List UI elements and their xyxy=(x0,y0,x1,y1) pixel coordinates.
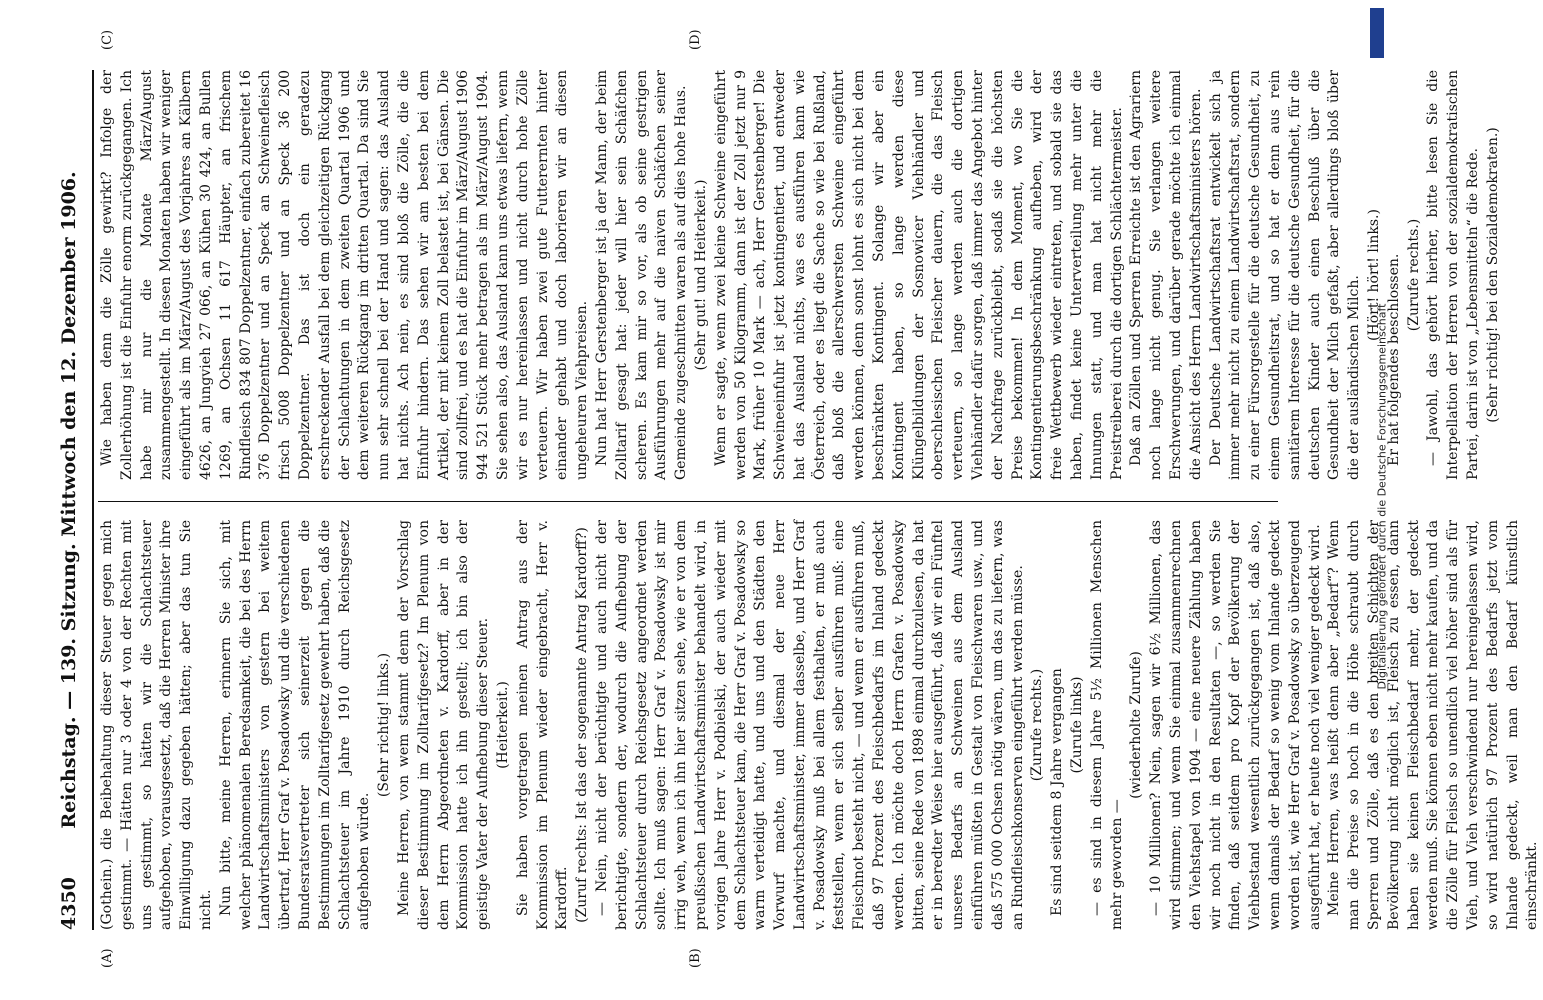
left-column xyxy=(98,520,1541,930)
interjection: (wiederholte Zurufe) xyxy=(1128,651,1145,799)
paragraph: — Jawohl, das gehört hierher, bitte lesen Sie die Interpellation der Herren von der sozialdemokratischen Partei, darin ist von „Lebensmitteln“ die Rede. xyxy=(1425,70,1481,480)
interjection: (Hört! hört! links.) xyxy=(1366,209,1382,341)
paragraph: Es sind seitdem 8 Jahre vergangen xyxy=(1049,668,1066,916)
page-header xyxy=(58,70,90,930)
paragraph: Meine Herren, von wem stammt denn der Vorschlag dieser Bestimmung im Zolltarifgesetz? Im Plenum von dem Herrn Abgeordneten v. Kardorff, aber in der Kommission hatte ich ihn gestellt; ich bin also der geistige Vater der Aufhebung dieser Steuer. xyxy=(395,520,492,930)
credit-text: Digitalisierung gefördert durch die Deutsche Forschungsgemeinschaft xyxy=(1375,303,1389,690)
margin-marker-c: (C) xyxy=(100,29,115,50)
paragraph: — 10 Millionen? Nein, sagen wir 6½ Millionen, das wird stimmen; und wenn Sie einmal zusammenrechnen den Viehstapel von 1904 — eine neuere Zählung haben wir noch nicht in den Resultaten —, so werden Sie finden, daß seitdem pro Kopf der Bevölkerung der Viehbestand wesentlich zurückgegangen ist, daß also, wenn damals der Bedarf so wenig vom Inlande gedeckt worden ist, wie Herr Graf v. Posadowsky so überzeugend ausgeführt hat, er heute noch viel weniger gedeckt wird. xyxy=(1148,520,1323,930)
dfg-logo xyxy=(1370,8,1384,58)
column-separator xyxy=(98,501,1278,502)
paragraph: (Gothein.) die Beibehaltung dieser Steuer gegen mich gestimmt. — Hätten nur 3 oder 4 von der Rechten mit uns gestimmt, so hätten wir die Schlachtsteuer aufgehoben, vorausgesetzt, daß die Herren Minister ihre Einwilligung dazu gegeben hätten; aber das tun Sie nicht. xyxy=(99,520,214,930)
interjection: (Zurufe links) xyxy=(1069,676,1086,774)
margin-marker-d: (D) xyxy=(688,29,703,50)
paragraph: — es sind in diesem Jahre 5½ Millionen Menschen mehr geworden — xyxy=(1088,520,1125,930)
paragraph: — Nein, nicht der berüchtigte und auch nicht der berichtigte, sondern der, wodurch die Aufhebung der Schlachtsteuer durch Reichsgesetz angeordnet werden sollte. Ich muß sagen: Herr Graf v. Posadowsky ist mir irrig weh, wenn ich ihn hier sitzen sehe, wie er von dem preußischen Landwirtschaftsminister behandelt wird, in vorigen Jahre Herr v. Podbielski, der auch wieder mit dem Schlachtsteuer kam, die Herr Graf v. Posadowsky so warm verteidigt hatte, und uns und den Städten den Vorwurf machte, und diesmal der neue Herr Landwirtschaftsminister, immer dasselbe, und Herr Graf v. Posadowsky muß bei allem festhalten, er muß auch feststellen, wenn er sich selber ausführen muß: eine Fleischnot besteht nicht, — und wenn er ausführen muß, daß 97 Prozent des Fleischbedarfs im Inland gedeckt werden. Ich möchte doch Herrn Grafen v. Posadowsky bitten, seine Rede von 1898 einmal durchzulesen, da hat er in beredter Weise hier ausgeführt, daß wir ein Fünftel unseres Bedarfs an Schweinen aus dem Ausland einführen müßten in Gestalt von Fleischwaren usw., und daß 575 000 Ochsen nötig wären, um das zu liefern, was an Rindfleischkonserven eingeführt werden müsse. xyxy=(593,520,1026,930)
paragraph: Der Deutsche Landwirtschaftsrat entwickelt sich ja immer mehr nicht zu einem Landwirtschaftsrat, sondern zu einer Fürsorgestelle für die deutsche Gesundheit, zu einem Gesundheitsrat, und so hat er denn aus rein sanitärem Interesse für die deutsche Gesundheit, für die deutschen Kinder auch einen Beschluß über die Gesundheit der Milch gefaßt, aber allerdings bloß über die der ausländischen Milch. xyxy=(1207,70,1363,480)
page-title: Reichstag. — 139. Sitzung. Mittwoch den 12. Dezember 1906. xyxy=(58,171,80,829)
paragraph: Sie haben vorgetragen meinen Antrag aus der Kommission im Plenum wieder eingebracht, Herr v. Kardorff. xyxy=(514,520,571,930)
interjection: (Sehr richtig! links.) xyxy=(376,652,393,798)
margin-marker-b: (B) xyxy=(688,948,703,968)
paragraph: Daß an Zöllen und Sperren Erreichte ist den Agrariern noch lange nicht genug. Sie verlangen weitere Erschwerungen, und darüber gerade möchte ich einmal die Ansicht des Herrn Landwirtschaftsministers hören. xyxy=(1128,70,1204,480)
interjection: (Sehr gut! und Heiterkeit.) xyxy=(692,179,709,371)
interjection: (Heiterkeit.) xyxy=(494,681,511,769)
interjection: (Zurufe rechts.) xyxy=(1029,668,1046,782)
paragraph: Nun bitte, meine Herren, erinnern Sie sich, mit welcher phänomenalen Beredsamkeit, die bei des Herrn Landwirtschaftsministers von gestern bei weitem übertraf, Herr Graf v. Posadowsky und die verschiedenen Bundesratsvertreter sich seinerzeit gegen die Bestimmungen im Zolltarifgesetz gewehrt haben, daß die Schlachtsteuer im Jahre 1910 durch Reichsgesetz aufgehoben würde. xyxy=(217,520,373,930)
paragraph: Nun hat Herr Gerstenberger ist ja der Mann, der beim Zolltarif gesagt hat: jeder will hier sein Schäfchen scheren. Es kam mir so vor, als ob seine gestrigen Ausführungen mehr auf die naiven Schäfchen seiner Gemeinde zugeschnitten waren als auf dies hohe Haus. xyxy=(593,70,690,480)
paragraph: Wenn er sagte, wenn zwei kleine Schweine eingeführt werden von 50 Kilogramm, dann ist der Zoll jetzt nur 9 Mark, früher 10 Mark — ach, Herr Gerstenberger! Die Schweineeinfuhr ist jetzt kontingentiert, und entweder hat das Ausland nichts, was es ausführen kann wie Österreich, oder es liegt die Sache so wie bei Rußland, daß bloß die allerschwersten Schweine eingeführt werden können, denn sonst lohnt es sich nicht bei dem beschränkten Kontingent. Solange wir aber ein Kontingent haben, so lange werden diese Klüngelbildungen der Sosnowicer Viehhändler und oberschlesischen Fleischer dauern, die das Fleisch verteuern, so lange werden auch die dortigen Viehhändler dafür sorgen, daß immer das Angebot hinter der Nachfrage zurückbleibt, sodaß sie die höchsten Preise bekommen! In dem Moment, wo Sie die Kontingentierungsbeschränkung aufheben, wird der freie Wettbewerb wieder eintreten, und sobald sie das haben, findet keine Unterverteilung mehr unter die Innungen statt, und man hat nicht mehr die Preistreiberei durch die dortigen Schlächtermeister. xyxy=(712,70,1125,480)
interjection: (Zuruf rechts: Ist das der sogenannte Antrag Kardorff?) xyxy=(574,527,591,923)
digitization-credit xyxy=(1362,20,1389,980)
margin-marker-a: (A) xyxy=(100,948,115,968)
interjection: (Zurufe rechts.) xyxy=(1405,218,1422,332)
page-number: 4350 xyxy=(58,877,80,930)
right-column xyxy=(98,70,1501,480)
interjection: (Sehr richtig! bei den Sozialdemokraten.) xyxy=(1484,127,1501,423)
paragraph: Meine Herren, was heißt denn aber „Bedarf“? Wenn man die Preise so hoch in die Höhe schraubt durch Sperren und Zölle, daß es den breiten Schichten der Bevölkerung nicht möglich ist, Fleisch zu essen, dann haben sie keinen Fleischbedarf mehr, der gedeckt werden muß. Sie können eben nicht mehr kaufen, und da die Zölle für Fleisch so unendlich viel höher sind als für Vieh, und Vieh verschwindend nur hereingelassen wird, so wird natürlich 97 Prozent des Bedarfs jetzt vom Inlande gedeckt, weil man den Bedarf künstlich einschränkt. xyxy=(1326,520,1541,930)
paragraph: Er hat folgendes beschlossen. xyxy=(1385,253,1402,466)
header-rule xyxy=(92,70,94,930)
paragraph: Wie haben denn die Zölle gewirkt? Infolge der Zollerhöhung ist die Einfuhr enorm zurückgegangen. Ich habe mir nur die Monate März/August zusammengestellt. In diesen Monaten haben wir weniger eingeführt als im März/August des Vorjahres an Kälbern 4626, an Jungvieh 27 066, an Kühen 30 424, an Bullen 1269, an Ochsen 11 617 Häupter, an frischem Rindfleisch 834 807 Doppelzentner, einfach zubereitet 16 376 Doppelzentner und an Speck an Schweinefleisch frisch 5008 Doppelzentner und an Speck 36 200 Doppelzentner. Das ist doch ein geradezu erschreckender Ausfall bei dem gleichzeitigen Rückgang der Schlachtungen in dem zweiten Quartal 1906 und dem weiteren Rückgang im dritten Quartal. Da sind Sie nun sehr schnell bei der Hand und sagen: das Ausland hat nichts. Ach nein, es sind bloß die Zölle, die die Einfuhr hindern. Das sehen wir am besten bei dem Artikel, der mit keinem Zoll belastet ist, bei Gänsen. Die sind zollfrei, und es hat die Einfuhr im März/August 1906 944 521 Stück mehr betragen als im März/August 1904. Sie sehen also, das Ausland kann uns etwas liefern, wenn wir es nur hereinlassen und nicht durch hohe Zölle verteuern. Wir haben zwei gute Futterernten hinter einander gehabt und doch laborieren wir an diesen ungeheuren Viehpreisen. xyxy=(99,70,591,480)
